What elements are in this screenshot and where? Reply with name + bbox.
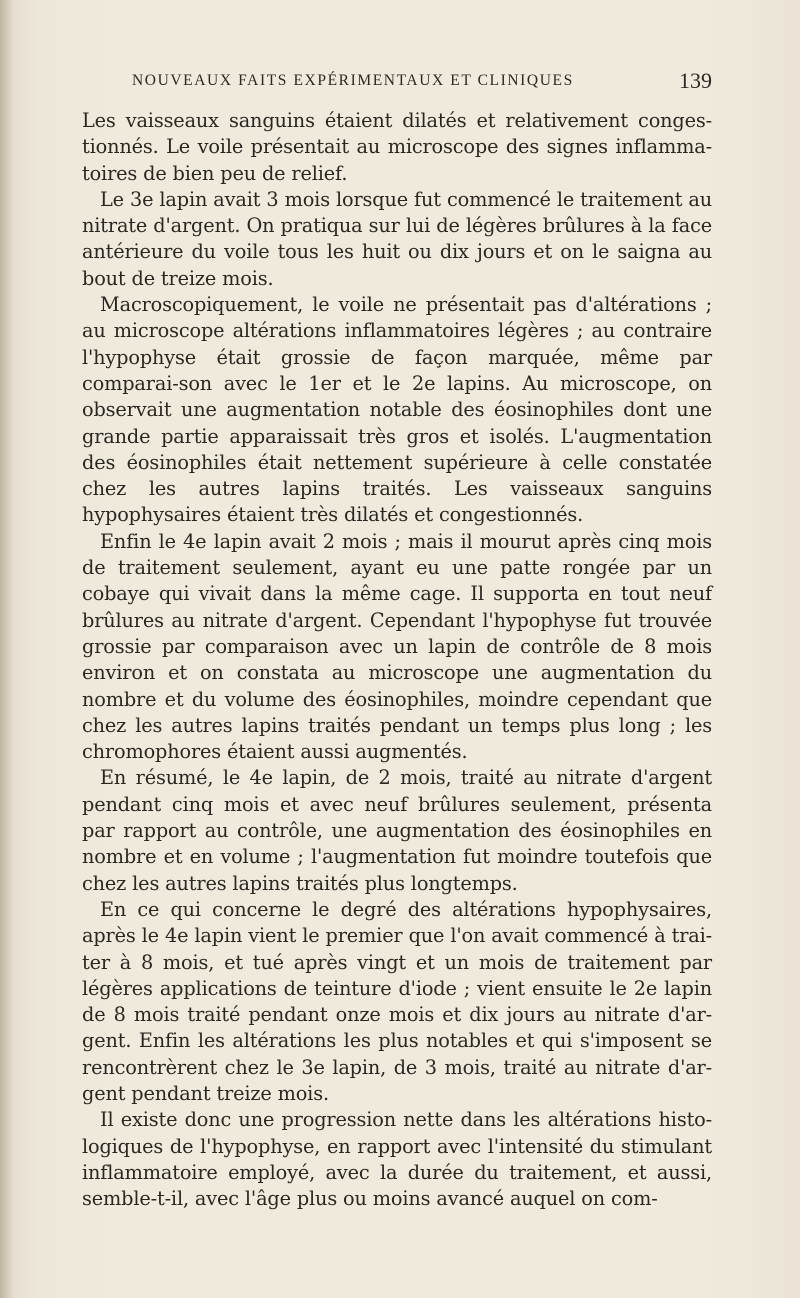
paragraph-4: Enfin le 4e lapin avait 2 mois ; mais il mourut après cinq mois de traitement seulement, ayant eu une patte rongée par un cobaye qui vivait dans la même cage. Il supporta en tout neuf brûlures au nitrate d'argent. Cependant l'hypophyse fut trouvée grossie par comparaison avec un lapin de contrôle de 8 mois environ et on constata au microscope une augmentation du nombre et du volume des éosinophiles, moindre cependant que chez les autres lapins traités pendant un temps plus long ; les chromophores étaient aussi augmentés. bbox=[82, 529, 712, 764]
paragraph-2: Le 3e lapin avait 3 mois lorsque fut commencé le traitement au nitrate d'argent. On pratiqua sur lui de légères brûlures à la face antérieure du voile tous les huit ou dix jours et on le saigna au bout de treize mois. bbox=[82, 187, 712, 290]
paragraph-5: En résumé, le 4e lapin, de 2 mois, traité au nitrate d'argent pendant cinq mois et avec neuf brûlures seulement, présenta par rapport au contrôle, une augmentation des éosinophiles en nombre et en volume ; l'augmentation fut moindre toutefois que chez les autres lapins traités plus longtemps. bbox=[82, 766, 712, 895]
paragraph-3: Macroscopiquement, le voile ne présentait pas d'altérations ; au microscope altérations inflammatoires légères ; au contraire l'hypophyse était grossie de façon marquée, même par comparai-son avec le 1er et le 2e lapins. Au microscope, on observait une augmentation notable des éosinophiles dont une grande partie apparaissait très gros et isolés. L'augmentation des éosinophiles était nettement supérieure à celle constatée chez les autres lapins traités. Les vaisseaux sanguins hypophysaires étaient très dilatés et congestionnés. bbox=[82, 293, 712, 527]
body-text bbox=[82, 108, 712, 1212]
running-head bbox=[116, 68, 712, 96]
paragraph-6: En ce qui concerne le degré des altérations hypophysaires, après le 4e lapin vient le premier que l'on avait commencé à trai-ter à 8 mois, et tué après vingt et un mois de traitement par légères applications de teinture d'iode ; vient ensuite le 2e lapin de 8 mois traité pendant onze mois et dix jours au nitrate d'ar-gent. Enfin les altérations les plus notables et qui s'imposent se rencontrèrent chez le 3e lapin, de 3 mois, traité au nitrate d'ar-gent pendant treize mois. bbox=[82, 897, 712, 1105]
paragraph-7: Il existe donc une progression nette dans les altérations histo-logiques de l'hypophyse, en rapport avec l'intensité du stimulant inflammatoire employé, avec la durée du traitement, et aussi, semble-t-il, avec l'âge plus ou moins avancé auquel on com- bbox=[82, 1108, 712, 1211]
page-gutter-shadow bbox=[0, 0, 14, 1298]
paragraph-1: Les vaisseaux sanguins étaient dilatés et relativement conges-tionnés. Le voile présentait au microscope des signes inflamma-toires de bien peu de relief. bbox=[82, 109, 712, 185]
running-title: NOUVEAUX FAITS EXPÉRIMENTAUX ET CLINIQUES bbox=[132, 72, 574, 89]
page-number: 139 bbox=[679, 68, 712, 93]
